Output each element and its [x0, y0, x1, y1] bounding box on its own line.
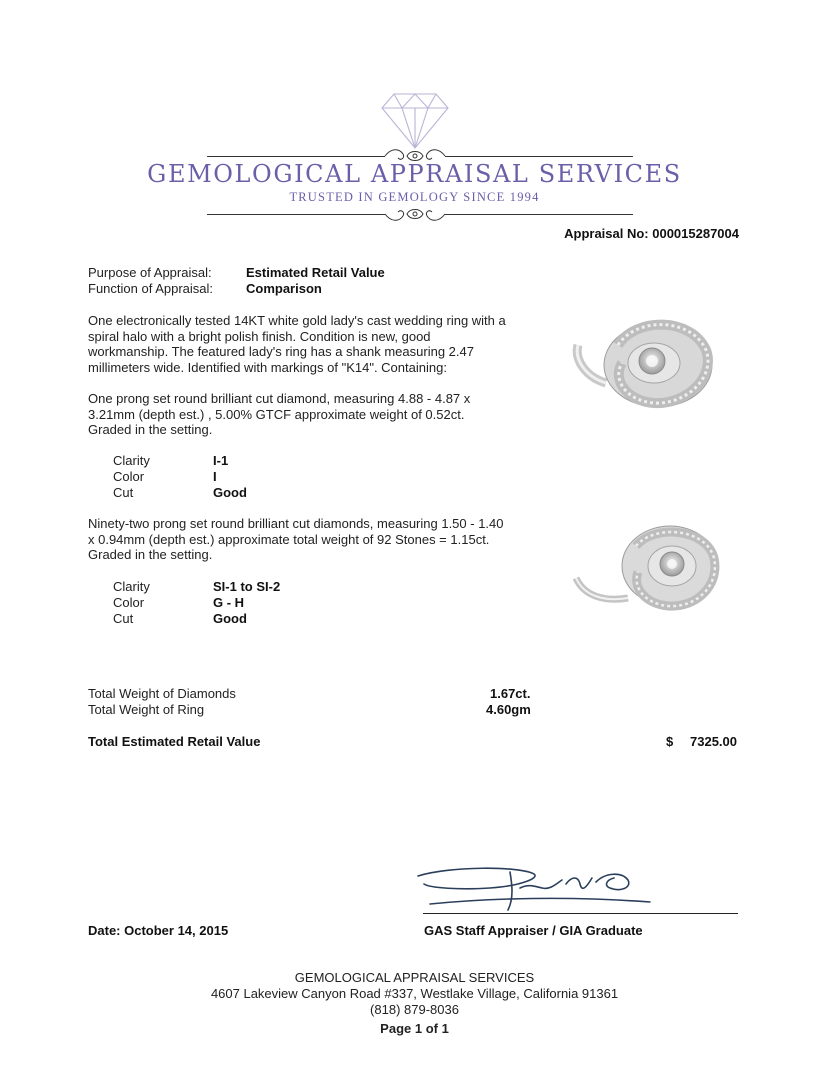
side-cut-value: Good: [213, 611, 247, 626]
header-rule-top-right: [445, 156, 633, 157]
footer-company: GEMOLOGICAL APPRAISAL SERVICES: [294, 970, 535, 985]
purpose-label: Purpose of Appraisal:: [88, 265, 212, 280]
center-color-label: Color: [113, 469, 145, 484]
appraisal-number: Appraisal No: 000015287004: [564, 226, 739, 241]
diamond-logo-icon: [380, 92, 450, 150]
total-retail-value: 7325.00: [690, 734, 737, 749]
purpose-value: Estimated Retail Value: [246, 265, 385, 280]
signature-line: [423, 913, 738, 914]
center-clarity-label: Clarity: [113, 453, 150, 468]
total-diamonds-label: Total Weight of Diamonds: [88, 686, 236, 701]
company-tagline: TRUSTED IN GEMOLOGY SINCE 1994: [289, 190, 540, 204]
page-number: Page 1 of 1: [380, 1021, 449, 1036]
center-clarity-value: I-1: [213, 453, 229, 468]
ring-description: One electronically tested 14KT white gold lady's cast wedding ring with a spiral halo with a bright polish finish. Condition is new, good workmanship. The featured lady's ring has a shank measuring 2.47 millimeters wide. Identified with markings of "K14". Containing:: [88, 313, 506, 375]
footer-address: 4607 Lakeview Canyon Road #337, Westlake Village, California 91361: [210, 986, 619, 1001]
appraiser-signature-icon: [410, 858, 670, 918]
total-retail-label: Total Estimated Retail Value: [88, 734, 261, 749]
function-value: Comparison: [246, 281, 322, 296]
ornament-scroll-bottom-icon: [383, 204, 447, 224]
total-ring-value: 4.60gm: [486, 702, 531, 717]
total-ring-label: Total Weight of Ring: [88, 702, 205, 717]
function-label: Function of Appraisal:: [88, 281, 214, 296]
total-diamonds-value: 1.67ct.: [490, 686, 531, 701]
appraiser-title: GAS Staff Appraiser / GIA Graduate: [424, 923, 643, 938]
side-cut-label: Cut: [113, 611, 134, 626]
header-rule-bottom-right: [445, 214, 633, 215]
currency-symbol: $: [666, 734, 674, 749]
center-color-value: I: [213, 469, 217, 484]
appraisal-date: Date: October 14, 2015: [88, 923, 229, 938]
center-cut-value: Good: [213, 485, 247, 500]
company-name-header: GEMOLOGICAL APPRAISAL SERVICES: [147, 160, 682, 188]
ring-photo-top-icon: [566, 305, 726, 415]
center-cut-label: Cut: [113, 485, 134, 500]
side-clarity-label: Clarity: [113, 579, 150, 594]
side-stones-description: Ninety-two prong set round brilliant cut diamonds, measuring 1.50 - 1.40 x 0.94mm (depth est.) approximate total weight of 92 Stones = 1.15ct. Graded in the setting.: [88, 516, 504, 563]
center-stone-description: One prong set round brilliant cut diamond, measuring 4.88 - 4.87 x 3.21mm (depth est.) , 5.00% GTCF approximate weight of 0.52ct. Graded in the setting.: [88, 391, 471, 438]
ring-photo-side-icon: [566, 518, 726, 618]
side-color-label: Color: [113, 595, 145, 610]
side-clarity-value: SI-1 to SI-2: [213, 579, 281, 594]
side-color-value: G - H: [213, 595, 245, 610]
header-rule-bottom-left: [207, 214, 385, 215]
header-rule-top-left: [207, 156, 385, 157]
footer-phone: (818) 879-8036: [370, 1002, 459, 1017]
